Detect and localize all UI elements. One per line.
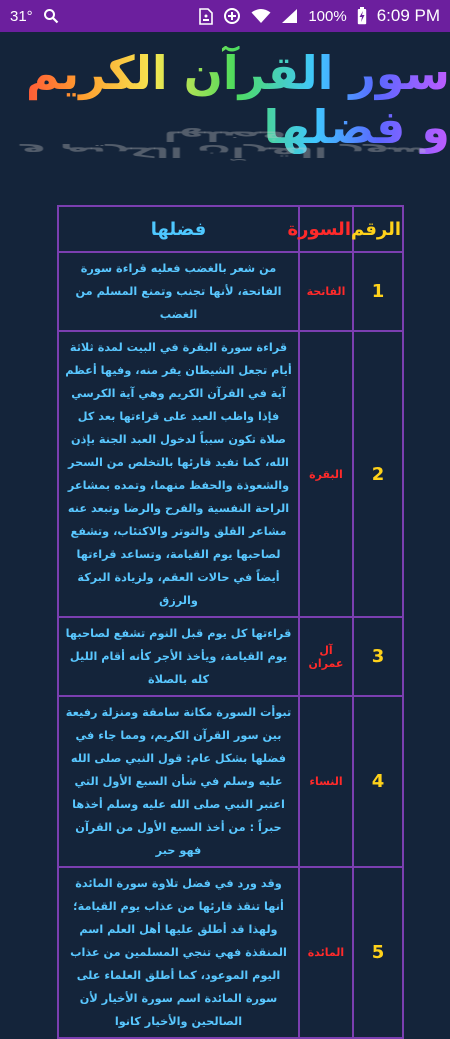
banner-title: سور القرآن الكريم و فضلها	[0, 46, 450, 154]
table-header-row	[58, 206, 403, 252]
header-virtue: فضلها	[58, 206, 299, 252]
suras-table	[57, 205, 404, 1039]
row-sura: آل عمران	[299, 617, 353, 696]
battery-percent: 100%	[308, 7, 347, 25]
row-sura: الفاتحة	[299, 252, 353, 331]
wifi-icon	[251, 8, 271, 24]
row-virtue: وقد ورد في فضل تلاوة سورة المائدة أنها تنقذ قارئها من عذاب يوم القيامة؛ ولهذا قد أطلق عليها أهل العلم اسم المنقذة فهي تنجي المسلمين من عذاب اليوم الموعود، كما أطلق العلماء على سورة المائدة اسم سورة الأخيار لأن الصالحين والأخيار كانوا	[58, 867, 299, 1038]
row-number: 2	[353, 331, 403, 617]
battery-charging-icon	[357, 7, 367, 25]
table-row	[58, 617, 403, 696]
table-row	[58, 867, 403, 1038]
row-number: 5	[353, 867, 403, 1038]
status-bar	[0, 0, 450, 32]
header-sura: السورة	[299, 206, 353, 252]
temperature-text: 31°	[10, 7, 33, 25]
banner-reflection: سور القرآن الكريم و فضلها	[21, 127, 429, 161]
table-row	[58, 696, 403, 867]
clock: 6:09 PM	[376, 6, 440, 25]
table-row	[58, 331, 403, 617]
suras-table-container[interactable]	[57, 205, 404, 1028]
status-bar-left	[10, 8, 59, 25]
header-number: الرقم	[353, 206, 403, 252]
row-virtue: قراءة سورة البقرة في البيت لمدة ثلاثة أيام تجعل الشيطان يفر منه، وفيها أعظم آية في القرآن الكريم وهي آية الكرسي فإذا واظب العبد على قراءتها بعد كل صلاة تكون سبباً لدخول العبد الجنة بإذن الله، كما تفيد قارئها بالتخلص من السحر والشعوذة والحفظ منهما، وتمده بمشاعر الراحة النفسية والفرح والرضا وتبعد عنه مشاعر القلق والتوتر والاكتئاب، وتشفع لصاحبها يوم القيامة، وتساعد قراءتها أيضاً في حالات العقم، ولزيادة البركة والرزق	[58, 331, 299, 617]
row-virtue: من شعر بالغضب فعليه قراءة سورة الفاتحة، لأنها تجنب وتمنع المسلم من الغضب	[58, 252, 299, 331]
search-icon	[43, 8, 59, 24]
sim-card-icon	[199, 8, 213, 25]
row-number: 3	[353, 617, 403, 696]
data-saver-icon	[223, 7, 241, 25]
row-sura: البقرة	[299, 331, 353, 617]
row-sura: النساء	[299, 696, 353, 867]
signal-icon	[281, 8, 298, 24]
status-bar-right	[199, 6, 440, 26]
row-virtue: قراءتها كل يوم قبل النوم تشفع لصاحبها يوم القيامة، ويأخذ الأجر كأنه أقام الليل كله بالصلاة	[58, 617, 299, 696]
table-row	[58, 252, 403, 331]
row-number: 1	[353, 252, 403, 331]
row-number: 4	[353, 696, 403, 867]
row-virtue: تبوأت السورة مكانة سامقة ومنزلة رفيعة بين سور القرآن الكريم، ومما جاء في فضلها بشكل عام: قول النبي صلى الله عليه وسلم في شأن السبع الأول التي اعتبر النبي صلى الله عليه وسلم أخذها حبراً : من أخذ السبع الأول من القرآن فهو حبر	[58, 696, 299, 867]
row-sura: المائدة	[299, 867, 353, 1038]
